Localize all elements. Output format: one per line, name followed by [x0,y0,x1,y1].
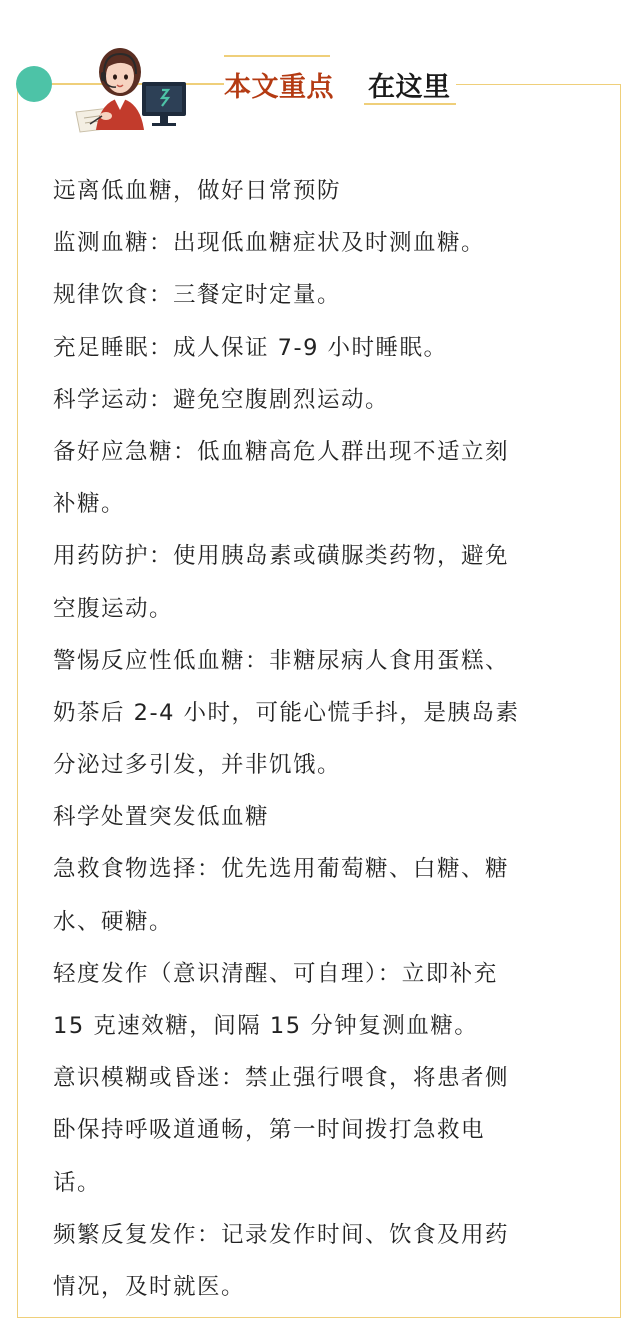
text-line: 空腹运动。 [53,595,174,622]
text-line: 分泌过多引发，并非饥饿。 [53,752,342,779]
text-line: 卧保持呼吸道通畅，第一时间拨打急救电 [53,1117,486,1144]
text-line: 15 克速效糖，间隔 15 分钟复测血糖。 [53,1013,479,1039]
text-line: 备好应急糖：低血糖高危人群出现不适立刻 [53,438,510,465]
title-highlight: 本文重点 [224,72,334,103]
text-line: 频繁反复发作：记录发作时间、饮食及用药 [53,1221,510,1248]
text-line: 监测血糖：出现低血糖症状及时测血糖。 [53,230,486,257]
article-body [53,165,593,1313]
section-title [224,55,456,105]
text-line: 用药防护：使用胰岛素或磺脲类药物，避免 [53,543,510,570]
text-line: 远离低血糖，做好日常预防 [53,178,342,204]
text-line: 警惕反应性低血糖：非糖尿病人食用蛋糕、 [53,647,510,674]
text-line: 急救食物选择：优先选用葡萄糖、白糖、糖 [53,856,510,883]
title-bottom-rule [364,103,456,105]
text-line: 科学处置突发低血糖 [53,804,270,831]
text-line: 话。 [53,1169,102,1196]
text-line: 充足睡眠：成人保证 7-9 小时睡眠。 [53,334,448,361]
text-line: 奶茶后 2-4 小时，可能心慌手抖，是胰岛素 [53,699,520,726]
text-line: 科学运动：避免空腹剧烈运动。 [53,386,390,413]
text-line: 水、硬糖。 [53,908,174,935]
text-line: 规律饮食：三餐定时定量。 [53,282,342,309]
text-line: 情况，及时就医。 [53,1273,246,1300]
customer-service-avatar-illustration [70,38,198,138]
teal-dot-decoration [16,66,52,102]
text-line: 补糖。 [53,491,126,518]
title-top-rule [224,55,330,57]
text-line: 意识模糊或昏迷：禁止强行喂食，将患者侧 [53,1065,510,1092]
title-rest: 在这里 [368,72,451,103]
text-line: 轻度发作（意识清醒、可自理）：立即补充 [53,960,498,987]
